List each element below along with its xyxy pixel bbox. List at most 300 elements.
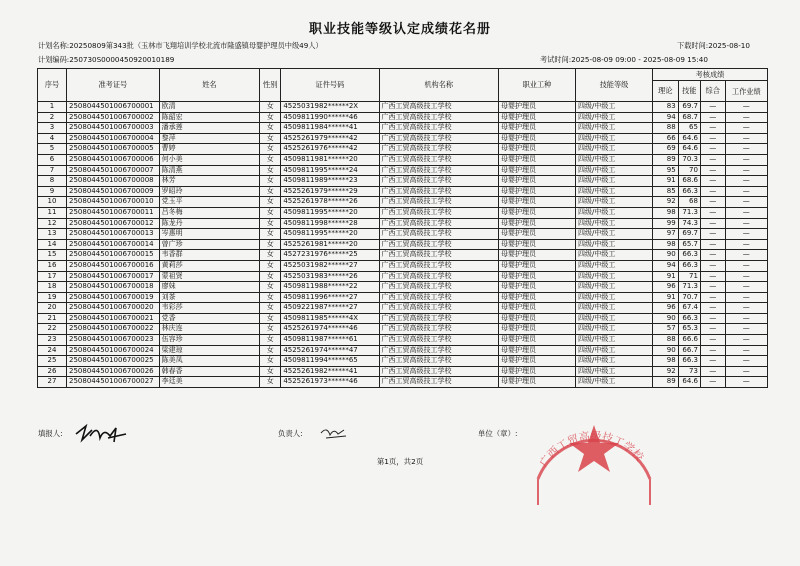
row-ticket: 2508044501006700017	[67, 271, 160, 282]
row-work: —	[725, 313, 767, 324]
row-id: 4509811995******24	[281, 165, 379, 176]
row-org: 广西工贸高级技工学校	[379, 303, 498, 314]
row-name: 林芳	[159, 176, 259, 187]
row-no: 9	[38, 186, 67, 197]
row-name: 岑惠明	[159, 229, 259, 240]
row-theory: 94	[652, 112, 678, 123]
table-row	[38, 292, 768, 303]
row-name: 吕冬梅	[159, 207, 259, 218]
row-name: 刘茶	[159, 292, 259, 303]
row-gender: 女	[260, 271, 281, 282]
row-gender: 女	[260, 123, 281, 134]
row-total: —	[700, 324, 725, 335]
row-id: 4509811987******61	[281, 335, 379, 346]
row-work: —	[725, 324, 767, 335]
row-total: —	[700, 133, 725, 144]
row-theory: 95	[652, 165, 678, 176]
row-org: 广西工贸高级技工学校	[379, 250, 498, 261]
row-org: 广西工贸高级技工学校	[379, 186, 498, 197]
row-no: 12	[38, 218, 67, 229]
table-row	[38, 271, 768, 282]
row-job: 母婴护理员	[498, 218, 575, 229]
row-id: 4525261973******46	[281, 377, 379, 388]
svg-text:广西工贸高级技工学校: 广西工贸高级技工学校	[537, 429, 647, 470]
row-level: 四级/中级工	[575, 239, 652, 250]
row-level: 四级/中级工	[575, 282, 652, 293]
row-id: 4525261979******29	[281, 186, 379, 197]
row-ticket: 2508044501006700010	[67, 197, 160, 208]
row-job: 母婴护理员	[498, 207, 575, 218]
row-theory: 92	[652, 197, 678, 208]
row-job: 母婴护理员	[498, 292, 575, 303]
row-work: —	[725, 165, 767, 176]
row-skill: 66.3	[678, 260, 700, 271]
row-skill: 64.6	[678, 144, 700, 155]
row-no: 18	[38, 282, 67, 293]
row-level: 四级/中级工	[575, 313, 652, 324]
row-level: 四级/中级工	[575, 112, 652, 123]
row-ticket: 2508044501006700013	[67, 229, 160, 240]
filler-signature	[72, 420, 132, 448]
row-org: 广西工贸高级技工学校	[379, 377, 498, 388]
row-name: 陈韶宏	[159, 112, 259, 123]
row-work: —	[725, 282, 767, 293]
responsible-signature	[318, 424, 352, 442]
row-id: 4525031982******2X	[281, 102, 379, 113]
row-skill: 65.7	[678, 239, 700, 250]
row-org: 广西工贸高级技工学校	[379, 345, 498, 356]
row-gender: 女	[260, 154, 281, 165]
row-gender: 女	[260, 377, 281, 388]
row-id: 4509811989******23	[281, 176, 379, 187]
row-skill: 64.6	[678, 133, 700, 144]
exam-time: 考试时间:2025-08-09 09:00 - 2025-08-09 15:40	[540, 55, 708, 64]
row-skill: 68.6	[678, 176, 700, 187]
header-id: 证件号码	[281, 69, 379, 102]
row-ticket: 2508044501006700015	[67, 250, 160, 261]
row-id: 4527231976******25	[281, 250, 379, 261]
row-gender: 女	[260, 345, 281, 356]
row-level: 四级/中级工	[575, 324, 652, 335]
row-work: —	[725, 186, 767, 197]
row-id: 4509811985******4X	[281, 313, 379, 324]
row-id: 4509811984******41	[281, 123, 379, 134]
row-name: 党玉平	[159, 197, 259, 208]
row-org: 广西工贸高级技工学校	[379, 292, 498, 303]
row-skill: 70.7	[678, 292, 700, 303]
row-job: 母婴护理员	[498, 239, 575, 250]
table-row	[38, 250, 768, 261]
row-ticket: 2508044501006700007	[67, 165, 160, 176]
row-level: 四级/中级工	[575, 186, 652, 197]
row-ticket: 2508044501006700026	[67, 366, 160, 377]
row-job: 母婴护理员	[498, 260, 575, 271]
header-org: 机构名称	[379, 69, 498, 102]
row-ticket: 2508044501006700009	[67, 186, 160, 197]
row-total: —	[700, 123, 725, 134]
row-name: 李廷美	[159, 377, 259, 388]
row-level: 四级/中级工	[575, 123, 652, 134]
row-job: 母婴护理员	[498, 282, 575, 293]
row-work: —	[725, 218, 767, 229]
row-work: —	[725, 133, 767, 144]
row-total: —	[700, 377, 725, 388]
row-no: 7	[38, 165, 67, 176]
row-skill: 66.3	[678, 186, 700, 197]
row-org: 广西工贸高级技工学校	[379, 335, 498, 346]
row-no: 23	[38, 335, 67, 346]
row-total: —	[700, 218, 725, 229]
table-row	[38, 154, 768, 165]
row-no: 15	[38, 250, 67, 261]
row-total: —	[700, 197, 725, 208]
row-gender: 女	[260, 366, 281, 377]
row-level: 四级/中级工	[575, 154, 652, 165]
row-level: 四级/中级工	[575, 335, 652, 346]
row-work: —	[725, 250, 767, 261]
row-id: 4525261979******42	[281, 133, 379, 144]
row-no: 10	[38, 197, 67, 208]
row-theory: 91	[652, 292, 678, 303]
row-level: 四级/中级工	[575, 292, 652, 303]
row-gender: 女	[260, 239, 281, 250]
row-work: —	[725, 356, 767, 367]
row-ticket: 2508044501006700018	[67, 282, 160, 293]
row-total: —	[700, 250, 725, 261]
row-no: 24	[38, 345, 67, 356]
row-org: 广西工贸高级技工学校	[379, 324, 498, 335]
header-gender: 性别	[260, 69, 281, 102]
row-name: 曹婷	[159, 144, 259, 155]
download-time: 下载时间:2025-08-10	[677, 41, 750, 50]
row-job: 母婴护理员	[498, 271, 575, 282]
row-no: 16	[38, 260, 67, 271]
row-id: 4525031982******27	[281, 260, 379, 271]
table-row	[38, 144, 768, 155]
row-gender: 女	[260, 313, 281, 324]
row-theory: 97	[652, 229, 678, 240]
row-gender: 女	[260, 324, 281, 335]
row-id: 4525261982******41	[281, 366, 379, 377]
plan-code: 计划编码:250730S0000450920010189	[38, 55, 175, 64]
row-work: —	[725, 345, 767, 356]
row-job: 母婴护理员	[498, 324, 575, 335]
header-no: 序号	[38, 69, 67, 102]
row-theory: 83	[652, 102, 678, 113]
row-no: 26	[38, 366, 67, 377]
unit-stamp-label: 单位（章）:	[478, 429, 518, 438]
row-job: 母婴护理员	[498, 165, 575, 176]
table-row	[38, 335, 768, 346]
row-skill: 71.3	[678, 207, 700, 218]
row-gender: 女	[260, 133, 281, 144]
row-name: 黄莉莎	[159, 260, 259, 271]
row-org: 广西工贸高级技工学校	[379, 366, 498, 377]
row-gender: 女	[260, 282, 281, 293]
row-no: 1	[38, 102, 67, 113]
row-total: —	[700, 356, 725, 367]
row-id: 4525261974******47	[281, 345, 379, 356]
header-theory: 理论	[652, 81, 678, 102]
row-id: 4525261978******26	[281, 197, 379, 208]
row-skill: 64.6	[678, 377, 700, 388]
row-work: —	[725, 239, 767, 250]
row-id: 4509221987******27	[281, 303, 379, 314]
row-org: 广西工贸高级技工学校	[379, 207, 498, 218]
row-id: 4525261974******46	[281, 324, 379, 335]
header-job: 职业工种	[498, 69, 575, 102]
row-skill: 69.7	[678, 102, 700, 113]
row-no: 4	[38, 133, 67, 144]
row-ticket: 2508044501006700020	[67, 303, 160, 314]
row-theory: 89	[652, 154, 678, 165]
row-org: 广西工贸高级技工学校	[379, 165, 498, 176]
row-level: 四级/中级工	[575, 207, 652, 218]
table-row	[38, 197, 768, 208]
row-total: —	[700, 282, 725, 293]
row-name: 林庆连	[159, 324, 259, 335]
row-work: —	[725, 176, 767, 187]
row-skill: 67.4	[678, 303, 700, 314]
row-total: —	[700, 313, 725, 324]
row-name: 陈龙丹	[159, 218, 259, 229]
row-total: —	[700, 260, 725, 271]
table-row	[38, 112, 768, 123]
row-gender: 女	[260, 144, 281, 155]
row-total: —	[700, 239, 725, 250]
table-row	[38, 165, 768, 176]
page-number: 第1页，共2页	[376, 457, 424, 466]
row-gender: 女	[260, 112, 281, 123]
row-total: —	[700, 165, 725, 176]
table-row	[38, 102, 768, 113]
row-skill: 73	[678, 366, 700, 377]
row-total: —	[700, 186, 725, 197]
table-row	[38, 229, 768, 240]
table-row	[38, 356, 768, 367]
row-skill: 66.6	[678, 335, 700, 346]
row-job: 母婴护理员	[498, 176, 575, 187]
row-level: 四级/中级工	[575, 366, 652, 377]
row-no: 3	[38, 123, 67, 134]
table-row	[38, 282, 768, 293]
row-ticket: 2508044501006700023	[67, 335, 160, 346]
header-level: 技能等级	[575, 69, 652, 102]
row-total: —	[700, 154, 725, 165]
table-row	[38, 324, 768, 335]
row-theory: 90	[652, 345, 678, 356]
row-gender: 女	[260, 197, 281, 208]
row-job: 母婴护理员	[498, 303, 575, 314]
row-total: —	[700, 335, 725, 346]
header-scores: 考核成绩	[652, 69, 767, 81]
row-ticket: 2508044501006700002	[67, 112, 160, 123]
row-name: 黎萍	[159, 133, 259, 144]
table-row	[38, 377, 768, 388]
row-skill: 70	[678, 165, 700, 176]
row-level: 四级/中级工	[575, 144, 652, 155]
row-work: —	[725, 207, 767, 218]
row-name: 何小美	[159, 154, 259, 165]
row-ticket: 2508044501006700004	[67, 133, 160, 144]
row-no: 20	[38, 303, 67, 314]
row-gender: 女	[260, 176, 281, 187]
row-work: —	[725, 303, 767, 314]
row-total: —	[700, 207, 725, 218]
row-theory: 96	[652, 282, 678, 293]
row-ticket: 2508044501006700027	[67, 377, 160, 388]
row-id: 4509811994******65	[281, 356, 379, 367]
row-org: 广西工贸高级技工学校	[379, 356, 498, 367]
row-org: 广西工贸高级技工学校	[379, 197, 498, 208]
row-theory: 57	[652, 324, 678, 335]
row-ticket: 2508044501006700011	[67, 207, 160, 218]
row-name: 韦彩莎	[159, 303, 259, 314]
row-gender: 女	[260, 102, 281, 113]
row-org: 广西工贸高级技工学校	[379, 260, 498, 271]
row-skill: 65.3	[678, 324, 700, 335]
row-skill: 68.7	[678, 112, 700, 123]
row-total: —	[700, 229, 725, 240]
row-job: 母婴护理员	[498, 133, 575, 144]
row-work: —	[725, 271, 767, 282]
row-theory: 91	[652, 271, 678, 282]
table-row	[38, 239, 768, 250]
row-theory: 96	[652, 303, 678, 314]
table-row	[38, 186, 768, 197]
row-theory: 89	[652, 377, 678, 388]
row-work: —	[725, 229, 767, 240]
row-ticket: 2508044501006700008	[67, 176, 160, 187]
row-skill: 66.3	[678, 356, 700, 367]
row-theory: 85	[652, 186, 678, 197]
row-skill: 70.3	[678, 154, 700, 165]
row-org: 广西工贸高级技工学校	[379, 112, 498, 123]
row-ticket: 2508044501006700003	[67, 123, 160, 134]
row-work: —	[725, 366, 767, 377]
row-no: 13	[38, 229, 67, 240]
document-title: 职业技能等级认定成绩花名册	[308, 22, 491, 37]
row-level: 四级/中级工	[575, 218, 652, 229]
header-ticket: 准考证号	[67, 69, 160, 102]
row-skill: 65	[678, 123, 700, 134]
row-theory: 90	[652, 313, 678, 324]
row-gender: 女	[260, 260, 281, 271]
row-skill: 68	[678, 197, 700, 208]
plan-name: 计划名称:20250809第343批（玉林市飞翔培训学校北流市隆盛镇母婴护理员中级49人）	[38, 41, 323, 50]
row-ticket: 2508044501006700012	[67, 218, 160, 229]
row-work: —	[725, 123, 767, 134]
row-theory: 98	[652, 239, 678, 250]
row-name: 廖妹	[159, 282, 259, 293]
row-id: 4509811988******22	[281, 282, 379, 293]
score-table	[37, 68, 768, 388]
official-stamp-seal	[524, 395, 664, 505]
row-work: —	[725, 292, 767, 303]
row-org: 广西工贸高级技工学校	[379, 229, 498, 240]
row-theory: 94	[652, 260, 678, 271]
header-total: 综合	[700, 81, 725, 102]
table-row	[38, 303, 768, 314]
row-level: 四级/中级工	[575, 271, 652, 282]
row-work: —	[725, 335, 767, 346]
row-name: 梁建琼	[159, 345, 259, 356]
table-row	[38, 218, 768, 229]
row-theory: 98	[652, 356, 678, 367]
row-gender: 女	[260, 303, 281, 314]
row-total: —	[700, 292, 725, 303]
row-org: 广西工贸高级技工学校	[379, 271, 498, 282]
row-no: 14	[38, 239, 67, 250]
row-level: 四级/中级工	[575, 260, 652, 271]
row-level: 四级/中级工	[575, 133, 652, 144]
row-work: —	[725, 197, 767, 208]
row-theory: 90	[652, 250, 678, 261]
header-skill: 技能	[678, 81, 700, 102]
responsible-label: 负责人:	[278, 429, 303, 438]
row-gender: 女	[260, 165, 281, 176]
row-no: 22	[38, 324, 67, 335]
row-level: 四级/中级工	[575, 176, 652, 187]
row-total: —	[700, 345, 725, 356]
table-row	[38, 260, 768, 271]
row-ticket: 2508044501006700024	[67, 345, 160, 356]
row-job: 母婴护理员	[498, 313, 575, 324]
row-level: 四级/中级工	[575, 197, 652, 208]
row-theory: 91	[652, 176, 678, 187]
header-work: 工作业绩	[725, 81, 767, 102]
row-job: 母婴护理员	[498, 356, 575, 367]
row-level: 四级/中级工	[575, 165, 652, 176]
row-skill: 66.3	[678, 250, 700, 261]
row-ticket: 2508044501006700016	[67, 260, 160, 271]
row-work: —	[725, 377, 767, 388]
row-level: 四级/中级工	[575, 229, 652, 240]
row-id: 4525261981******20	[281, 239, 379, 250]
row-total: —	[700, 112, 725, 123]
row-ticket: 2508044501006700022	[67, 324, 160, 335]
row-level: 四级/中级工	[575, 250, 652, 261]
row-job: 母婴护理员	[498, 154, 575, 165]
row-id: 4525261976******42	[281, 144, 379, 155]
row-skill: 66.7	[678, 345, 700, 356]
row-no: 2	[38, 112, 67, 123]
row-id: 4509811990******46	[281, 112, 379, 123]
row-org: 广西工贸高级技工学校	[379, 176, 498, 187]
row-gender: 女	[260, 292, 281, 303]
row-no: 11	[38, 207, 67, 218]
row-level: 四级/中级工	[575, 356, 652, 367]
row-gender: 女	[260, 218, 281, 229]
row-gender: 女	[260, 335, 281, 346]
table-row	[38, 345, 768, 356]
row-name: 潘承莲	[159, 123, 259, 134]
row-total: —	[700, 102, 725, 113]
row-job: 母婴护理员	[498, 123, 575, 134]
row-org: 广西工贸高级技工学校	[379, 133, 498, 144]
table-row	[38, 366, 768, 377]
filler-label: 填报人:	[38, 429, 63, 438]
row-skill: 69.7	[678, 229, 700, 240]
row-work: —	[725, 154, 767, 165]
row-job: 母婴护理员	[498, 144, 575, 155]
row-name: 欧清	[159, 102, 259, 113]
row-skill: 66.3	[678, 313, 700, 324]
row-name: 曾广珍	[159, 239, 259, 250]
row-gender: 女	[260, 207, 281, 218]
row-job: 母婴护理员	[498, 197, 575, 208]
row-id: 4509811998******28	[281, 218, 379, 229]
